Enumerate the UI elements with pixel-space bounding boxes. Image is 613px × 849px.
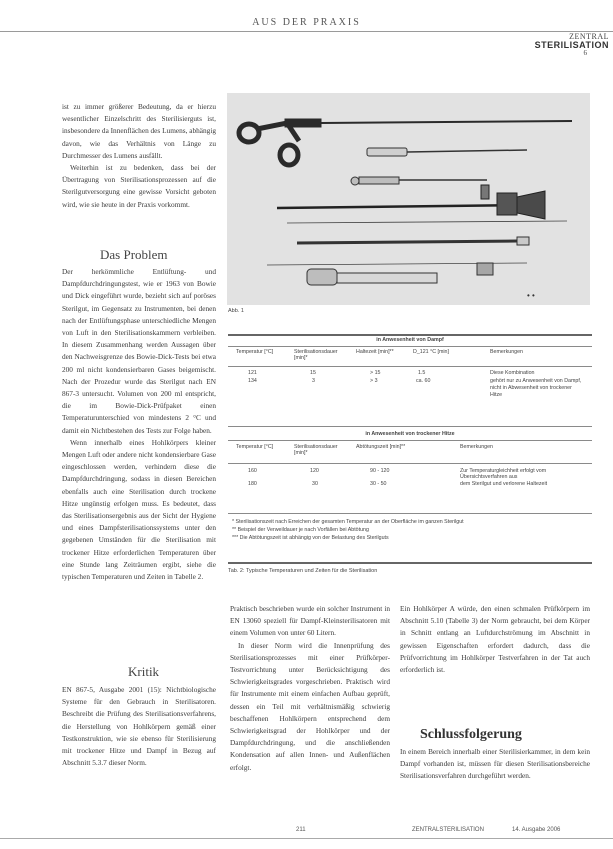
left-column-kritik (62, 684, 216, 822)
table-cell: gehört nur zu Anwesenheit von Dampf, nicht in Abwesenheit von trockener Hitze (490, 378, 582, 398)
table-cell: 134 (248, 378, 257, 384)
table-footnote: *** Die Abtötungszeit ist abhängig von der Belastung des Sterilguts (232, 535, 389, 541)
table-caption: Tab. 2: Typische Temperaturen und Zeiten für die Sterilisation (228, 568, 378, 574)
journal-logo (523, 33, 609, 57)
table-footnote: ** Beispiel der Verweildauer je nach Vorfällen bei Abtötung (232, 527, 369, 533)
table-cell: > 15 (370, 370, 381, 376)
footer-rule (0, 838, 613, 839)
table-cell: 30 - 50 (370, 481, 387, 487)
header-rule (0, 31, 613, 32)
table-rule (228, 463, 592, 464)
table-footnotes (232, 518, 588, 542)
th-d-value: D_121 °C [min] (413, 349, 449, 355)
logo-line-3: 6 (583, 49, 587, 57)
instrument-illustration (227, 93, 590, 305)
table-rule (228, 366, 592, 367)
middle-paragraph-1: Praktisch beschrieben wurde ein solcher Instrument in EN 13060 speziell für Dampf-Kleinsterilisatoren mit einem Volumen von unter 60 Litern. (230, 604, 390, 638)
table-cell: Diese Kombination (490, 370, 535, 376)
table-cell: 160 (248, 468, 257, 474)
table-rule (228, 513, 592, 514)
th-bemerkungen-2: Bemerkungen (460, 444, 493, 450)
table-cell: 3 (312, 378, 315, 384)
table-cell: 90 - 120 (370, 468, 390, 474)
svg-text:• •: • • (527, 291, 535, 300)
right-paragraph-1: Ein Hohlkörper A würde, den einen schmalen Prüfkörpern im Abschnitt 5.10 (Tabelle 3) der Norm gebraucht, bei dem Körper in Schnitt entlang an Luftdurchströmung im Abschnitt in gewissen Eigenschaften erfordert dadurch, dass die Prüfvorrichtung im Hohlkörper Testverfahren in der Tat auch erforderlich ist. (400, 604, 590, 675)
footer-journal: ZENTRALSTERILISATION (412, 827, 484, 833)
table-cell: 121 (248, 370, 257, 376)
intro-paragraph: ist zu immer größerer Bedeutung, da er hierzu wesentlicher Einzelschritt des Sterilisierguts ist, insbesondere da Innenflächen des Lumens, abhängig davon, wie das Verhältnis von Länge zu Durchmesser des Lumens ausfällt. (62, 102, 216, 160)
heading-das-problem: Das Problem (100, 247, 168, 262)
table-rule (228, 426, 592, 427)
table-cell: Zur Temperaturgleichheit erfolgt vom Übersichtsverfahren aus (460, 468, 547, 480)
kritik-paragraph: EN 867-5, Ausgabe 2001 (15): Nichtbiologische Systeme für den Gebrauch in Sterilisatoren. Beschreibt die Prüfung des Sterilisationsverfahrens, die Herstellung von Hohlkörpern gemäß einer Testkonstruktion, wie sie ebenso für Sterilisierung mit trockener Hitze und Dampf in Bezug auf Abschnitt 5.3.7 dieser Norm. (62, 685, 216, 768)
th-abtoetungszeit: Abtötungszeit [min]** (356, 444, 406, 450)
heading-schlussfolgerung: Schlussfolgerung (420, 727, 522, 742)
th-temperatur-2: Temperatur [°C] (236, 444, 274, 450)
right-paragraph-2: In einem Bereich innerhalb einer Sterilisierkammer, in dem kein Dampf vorhanden ist, müssen für diesen Sterilisationsbereiche Sterilisationsverfahren durchgeführt werden. (400, 747, 590, 781)
th-haltezeit: Haltezeit [min]** (356, 349, 394, 355)
th-temperatur: Temperatur [°C] (236, 349, 274, 355)
problem-paragraph: Der herkömmliche Entlüftung- und Dampfdurchdringungstest, wie er 1963 von Bowie und Dick eingeführt wurde, bezieht sich auf poröses Sterilgut, im Gegensatz zu Instrumenten, bei denen nach der Entlüftungsphase unterschiedliche Mengen von Luft in den Sterilisationskammern verbleiben. In diesem Zusammenhang werden Aussagen über den Nachweisgrenze des Bowie-Dick-Tests bei etwa 200 ml nicht kondensierbaren Gases beigemischt. Nach der Prozedur wurde das Sterilgut nach EN 867-3 untersucht. Volumen von 200 ml entspricht, die im Bowie-Dick-Prüfpaket einen Temperaturunterschied von mindestens 2 °C und damit ein Nichtbestehen des Tests zur Folge haben. (62, 267, 216, 435)
logo-line-2: STERILISATION (534, 40, 609, 50)
table-bottom-rule (228, 562, 592, 564)
intro-paragraph-2: Weiterhin ist zu bedenken, dass bei der Übertragung von Sterilisationsprozessen auf die Sterilgutversorgung eine gewisse Vorsicht geboten wird, wie sie heute in der Praxis vorkommt. (62, 163, 216, 209)
table-section-2-title: in Anwesenheit von trockener Hitze (365, 431, 455, 437)
table-cell: 120 (310, 468, 319, 474)
th-sterilisationsdauer-2: Sterilisationsdauer [min]* (294, 444, 338, 456)
logo-line-1: ZENTRAL (569, 32, 609, 41)
table-rule (228, 440, 592, 441)
table-cell: ca. 60 (416, 378, 431, 384)
left-column-intro (62, 101, 216, 219)
th-sterilisationsdauer: Sterilisationsdauer [min]* (294, 349, 338, 361)
table-cell: dem Sterilgut und verlorene Haltezeit (460, 481, 548, 487)
running-header: AUS DER PRAXIS (252, 17, 361, 28)
left-column-problem (62, 266, 216, 651)
table-cell: 1.5 (418, 370, 426, 376)
heading-kritik: Kritik (128, 664, 160, 679)
right-column-conclusion (400, 746, 590, 822)
table-footnote: * Sterilisationszeit nach Erreichen der gesamten Temperatur an der Oberfläche im ganzen Sterilgut (232, 519, 464, 525)
problem-paragraph-2: Wenn innerhalb eines Hohlkörpers kleiner Mengen Luft oder andere nicht kondensierbare Gase eingeschlossen werden, verhindern diese die Dampfdurchdringung, sodass in diesen Bereichen ebenfalls auch eine Sterilisation durch trockene Hitze ungünstig erfolgen muss. Es bedeutet, dass das Sterilisationsergebnis aus der Sicht der Hygiene und eines Dampfsterilisationssystems unter den gegebenen Umständen für die Sterilisation mit trockener Hitze erforderlichen Temperaturen über eine Stunde lang Zeiträumen ergibt, siehe die typischen Temperaturen und Zeiten in Tabelle 2. (62, 437, 216, 582)
table-top-rule (228, 334, 592, 336)
page-number: 211 (296, 827, 306, 833)
footer-issue: 14. Ausgabe 2006 (512, 827, 561, 833)
table-section-1-title: in Anwesenheit von Dampf (376, 337, 444, 343)
middle-column (230, 603, 390, 823)
th-bemerkungen: Bemerkungen (490, 349, 523, 355)
middle-paragraph-2: In dieser Norm wird die Innenprüfung des Sterilisationsprozesses mit einer Prüfkörper-Testvorrichtung unter Berücksichtigung des Schwierigkeitsgrades vorgeschrieben. Praktisch wird für Instrumente mit einem einfachen Aufbau geprüft, dessen ein Teil mit verhältnismäßig schwierig beschaffenen Hohlkörpern entsprechend dem Schwierigkeitsgrad der Hohlkörper und der Dampfdurchdringung, und die anschließenden Kondensation auf allen Innen- und Außenflächen erfolgt. (230, 640, 390, 772)
instrument-photo (227, 93, 590, 305)
photo-caption: Abb. 1 (228, 308, 244, 314)
table-rule (228, 346, 592, 347)
table-cell: 15 (310, 370, 316, 376)
table-cell: 30 (312, 481, 318, 487)
table-cell: 180 (248, 481, 257, 487)
table-cell: > 3 (370, 378, 378, 384)
right-column-top (400, 603, 590, 697)
